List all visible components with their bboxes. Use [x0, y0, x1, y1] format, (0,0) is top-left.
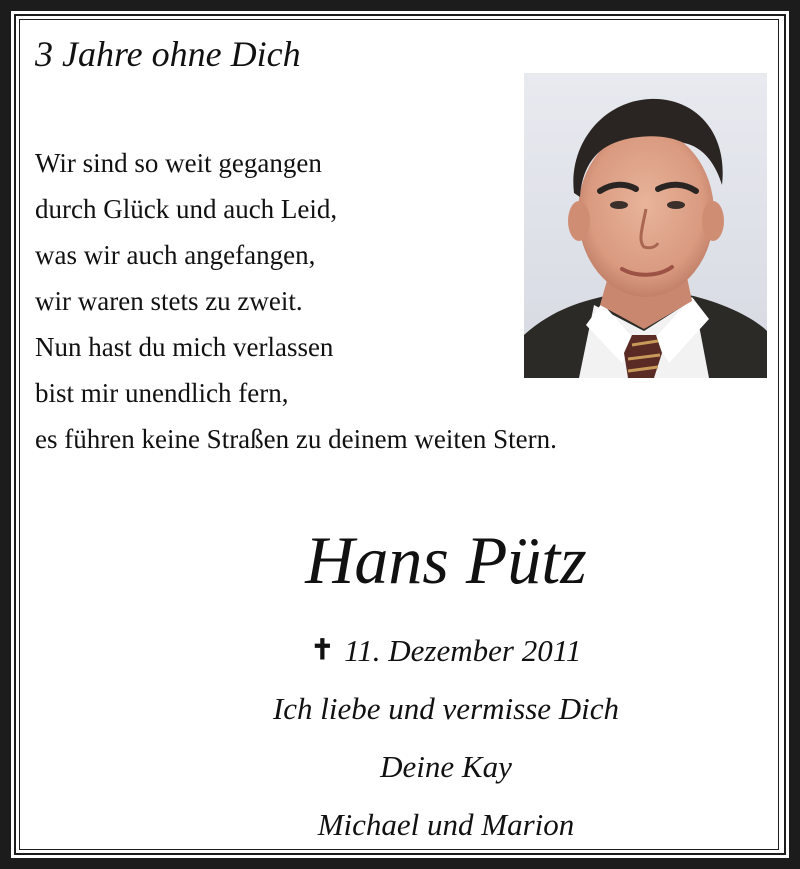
portrait-illustration: [524, 73, 767, 378]
poem-line: Wir sind so weit gegangen: [35, 148, 322, 178]
poem-line: bist mir unendlich fern,: [35, 378, 289, 408]
poem-line: Nun hast du mich verlassen: [35, 332, 334, 362]
poem: [35, 140, 557, 462]
death-date-line: [20, 620, 800, 680]
obituary-notice: [19, 19, 779, 850]
deceased-name: Hans Pütz: [305, 522, 587, 598]
poem-line: es führen keine Straßen zu deinem weiten Stern.: [35, 424, 557, 454]
headline: 3 Jahre ohne Dich: [35, 34, 301, 74]
death-date: 11. Dezember 2011: [344, 633, 582, 668]
cross-icon: ✝: [310, 635, 335, 666]
poem-line: durch Glück und auch Leid,: [35, 194, 338, 224]
poem-line: wir waren stets zu zweit.: [35, 286, 303, 316]
poem-line: was wir auch angefangen,: [35, 240, 316, 270]
closing-block: [20, 620, 800, 854]
closing-line: Ich liebe und vermisse Dich: [272, 691, 620, 726]
closing-line: Deine Kay: [380, 749, 512, 784]
closing-line: Michael und Marion: [317, 807, 575, 842]
portrait-photo: [524, 73, 767, 378]
